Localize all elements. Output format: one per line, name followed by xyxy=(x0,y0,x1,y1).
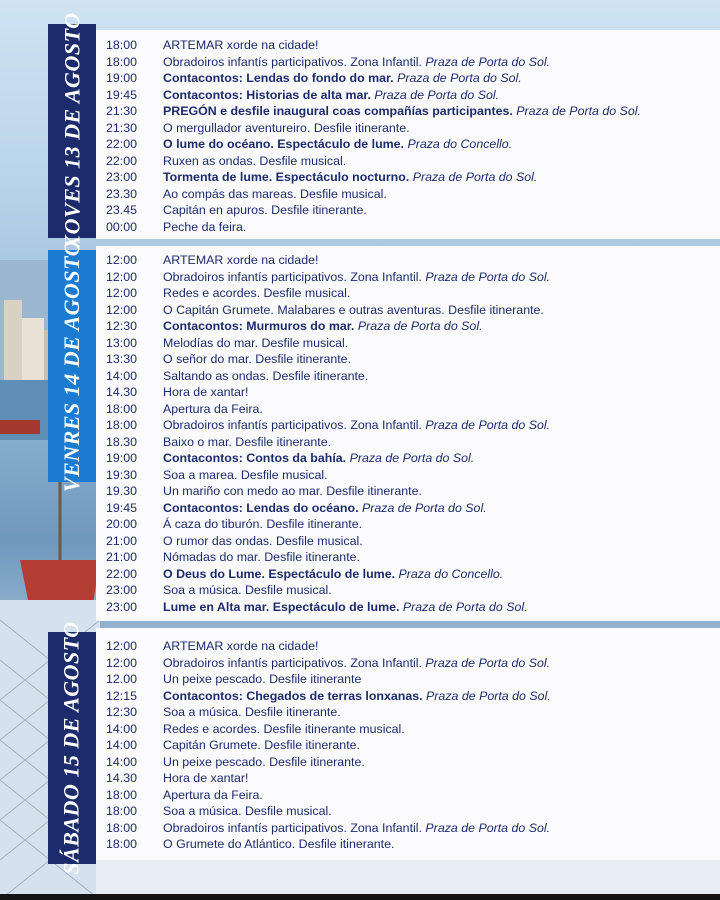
event-place: Praza do Concello. xyxy=(398,566,504,581)
event-title: O Grumete do Atlántico. Desfile itinerante. xyxy=(163,837,395,851)
event-row xyxy=(106,103,712,120)
event-place: Praza de Porta do Sol. xyxy=(426,688,551,703)
event-row xyxy=(106,836,712,853)
event-title: Contacontos: Murmuros do mar. xyxy=(163,319,355,333)
event-title: ARTEMAR xorde na cidade! xyxy=(163,253,319,267)
schedule-sabado xyxy=(106,638,712,853)
event-title: O señor do mar. Desfile itinerante. xyxy=(163,352,352,366)
event-time: 23.45 xyxy=(106,203,138,217)
event-time: 22:00 xyxy=(106,137,138,151)
event-title: Apertura da Feira. xyxy=(163,401,263,416)
event-row xyxy=(106,467,712,484)
event-title: Un mariño con medo ao mar. Desfile itinerante. xyxy=(163,484,422,498)
event-title: Contacontos: Historias de alta mar. xyxy=(163,87,371,102)
event-row xyxy=(106,368,712,385)
event-row xyxy=(106,153,712,170)
event-time: 22:00 xyxy=(106,153,138,168)
event-time: 12.00 xyxy=(106,672,138,686)
event-time: 18:00 xyxy=(106,38,138,52)
event-time: 18:00 xyxy=(106,787,138,802)
event-row xyxy=(106,335,712,352)
event-time: 12:00 xyxy=(106,655,138,670)
event-row xyxy=(106,704,712,721)
event-row xyxy=(106,401,712,418)
event-place: Praza de Porta do Sol. xyxy=(425,655,551,670)
event-row xyxy=(106,516,712,533)
schedule-venres xyxy=(106,252,712,615)
event-row xyxy=(106,671,712,688)
event-place: Praza de Porta do Sol. xyxy=(412,170,538,184)
event-title: Obradoiros infantís participativos. Zona Infantil. xyxy=(163,655,422,670)
event-time: 20:00 xyxy=(106,517,138,531)
event-row xyxy=(106,754,712,771)
event-place: Praza de Porta do Sol. xyxy=(516,104,641,118)
event-title: Contacontos: Lendas do océano. xyxy=(163,500,359,515)
event-time: 12:30 xyxy=(106,319,138,333)
event-title: O Deus do Lume. Espectáculo de lume. xyxy=(163,566,396,581)
event-time: 12:00 xyxy=(106,286,138,300)
event-title: Obradoiros infantís participativos. Zona Infantil. xyxy=(163,269,422,284)
event-row xyxy=(106,450,712,467)
event-title: ARTEMAR xorde na cidade! xyxy=(163,639,319,653)
event-place: Praza de Porta do Sol. xyxy=(402,599,528,614)
event-time: 14.30 xyxy=(106,771,138,785)
event-time: 18.30 xyxy=(106,434,138,449)
event-title: Soa a música. Desfile itinerante. xyxy=(163,705,341,719)
event-row xyxy=(106,638,712,655)
schedule-xoves xyxy=(106,37,712,235)
event-title: Apertura da Feira. xyxy=(163,787,263,802)
event-row xyxy=(106,417,712,434)
event-time: 12:30 xyxy=(106,705,138,719)
event-row xyxy=(106,169,712,186)
event-time: 19:00 xyxy=(106,71,138,85)
event-time: 23:00 xyxy=(106,170,138,184)
event-row xyxy=(106,770,712,787)
event-row xyxy=(106,533,712,550)
event-row xyxy=(106,787,712,804)
event-time: 21:00 xyxy=(106,550,138,564)
event-time: 14:00 xyxy=(106,754,138,769)
event-title: Un peixe pescado. Desfile itinerante. xyxy=(163,754,365,769)
event-time: 18:00 xyxy=(106,820,138,835)
event-row xyxy=(106,351,712,368)
event-row xyxy=(106,434,712,451)
event-title: Redes e acordes. Desfile musical. xyxy=(163,286,351,300)
event-title: Saltando as ondas. Desfile itinerante. xyxy=(163,368,369,383)
event-row xyxy=(106,252,712,269)
event-title: Soa a música. Desfile musical. xyxy=(163,583,332,597)
event-time: 21:30 xyxy=(106,104,138,118)
event-time: 18:00 xyxy=(106,54,138,69)
event-row xyxy=(106,655,712,672)
event-place: Praza de Porta do Sol. xyxy=(425,54,551,69)
event-time: 14:00 xyxy=(106,368,138,383)
event-place: Praza de Porta do Sol. xyxy=(357,319,483,333)
event-title: Obradoiros infantís participativos. Zona Infantil. xyxy=(163,418,422,432)
event-time: 14.30 xyxy=(106,385,138,399)
event-place: Praza de Porta do Sol. xyxy=(374,87,500,102)
event-title: Ao compás das mareas. Desfile musical. xyxy=(163,186,387,201)
event-row xyxy=(106,285,712,302)
event-title: O lume do océano. Espectáculo de lume. xyxy=(163,137,404,151)
event-row xyxy=(106,688,712,705)
event-row xyxy=(106,549,712,566)
event-place: Praza de Porta do Sol. xyxy=(361,500,487,515)
event-time: 13:30 xyxy=(106,352,138,366)
event-row xyxy=(106,820,712,837)
event-row xyxy=(106,302,712,319)
event-row xyxy=(106,599,712,616)
event-time: 18:00 xyxy=(106,837,138,851)
event-row xyxy=(106,186,712,203)
event-time: 19:45 xyxy=(106,500,138,515)
event-place: Praza de Porta do Sol. xyxy=(349,451,475,465)
event-title: PREGÓN e desfile inaugural coas compañías participantes. xyxy=(163,104,513,118)
event-time: 23:00 xyxy=(106,583,138,597)
event-title: Á caza do tiburón. Desfile itinerante. xyxy=(163,517,363,531)
event-row xyxy=(106,582,712,599)
event-title: Peche da feira. xyxy=(163,219,247,234)
event-title: Soa a marea. Desfile musical. xyxy=(163,467,328,482)
event-time: 00:00 xyxy=(106,219,138,234)
event-row xyxy=(106,566,712,583)
event-title: Obradoiros infantís participativos. Zona Infantil. xyxy=(163,820,422,835)
event-time: 12:00 xyxy=(106,253,138,267)
event-title: Baixo o mar. Desfile itinerante. xyxy=(163,434,332,449)
event-time: 18:00 xyxy=(106,401,138,416)
event-title: Melodías do mar. Desfile musical. xyxy=(163,335,349,350)
event-row xyxy=(106,483,712,500)
event-title: Hora de xantar! xyxy=(163,385,249,399)
event-row xyxy=(106,70,712,87)
event-row xyxy=(106,219,712,236)
event-title: Capitán Grumete. Desfile itinerante. xyxy=(163,738,360,752)
event-title: Nómadas do mar. Desfile itinerante. xyxy=(163,550,360,564)
event-row xyxy=(106,87,712,104)
event-time: 14:00 xyxy=(106,738,138,752)
event-time: 19:30 xyxy=(106,467,138,482)
event-title: Contacontos: Lendas do fondo do mar. xyxy=(163,71,394,85)
event-row xyxy=(106,318,712,335)
event-title: Un peixe pescado. Desfile itinerante xyxy=(163,672,362,686)
event-title: Soa a música. Desfile musical. xyxy=(163,804,332,818)
event-time: 12:00 xyxy=(106,269,138,284)
event-time: 12:15 xyxy=(106,688,138,703)
event-time: 12:00 xyxy=(106,639,138,653)
event-time: 22:00 xyxy=(106,566,138,581)
event-title: Obradoiros infantís participativos. Zona Infantil. xyxy=(163,54,422,69)
event-time: 19.30 xyxy=(106,484,138,498)
event-title: Tormenta de lume. Espectáculo nocturno. xyxy=(163,170,410,184)
event-row xyxy=(106,136,712,153)
event-time: 18:00 xyxy=(106,418,138,432)
day-label-xoves: XOVES 13 DE AGOSTO xyxy=(48,24,96,238)
event-place: Praza de Porta do Sol. xyxy=(425,418,551,432)
event-time: 21:00 xyxy=(106,533,138,548)
event-row xyxy=(106,37,712,54)
event-title: O mergullador aventureiro. Desfile itinerante. xyxy=(163,120,410,135)
event-place: Praza de Porta do Sol. xyxy=(397,71,522,85)
event-place: Praza de Porta do Sol. xyxy=(425,269,551,284)
event-row xyxy=(106,120,712,137)
event-time: 23:00 xyxy=(106,599,138,614)
event-place: Praza de Porta do Sol. xyxy=(425,820,551,835)
event-time: 19:45 xyxy=(106,87,138,102)
event-title: Contacontos: Contos da bahía. xyxy=(163,451,347,465)
event-row xyxy=(106,202,712,219)
event-time: 23.30 xyxy=(106,186,138,201)
event-time: 14:00 xyxy=(106,721,138,736)
event-row xyxy=(106,500,712,517)
event-title: Ruxen as ondas. Desfile musical. xyxy=(163,153,347,168)
day-label-venres: VENRES 14 DE AGOSTO xyxy=(48,250,96,482)
event-title: Redes e acordes. Desfile itinerante musical. xyxy=(163,721,405,736)
event-title: Hora de xantar! xyxy=(163,771,249,785)
event-title: ARTEMAR xorde na cidade! xyxy=(163,38,319,52)
event-row xyxy=(106,54,712,71)
event-row xyxy=(106,721,712,738)
event-time: 13:00 xyxy=(106,335,138,350)
event-row xyxy=(106,384,712,401)
event-row xyxy=(106,269,712,286)
event-title: Capitán en apuros. Desfile itinerante. xyxy=(163,203,367,217)
event-title: Lume en Alta mar. Espectáculo de lume. xyxy=(163,599,400,614)
event-title: Contacontos: Chegados de terras lonxanas. xyxy=(163,688,423,703)
event-row xyxy=(106,737,712,754)
event-time: 19:00 xyxy=(106,451,138,465)
event-time: 12:00 xyxy=(106,302,138,317)
event-title: O Capitán Grumete. Malabares e outras aventuras. Desfile itinerante. xyxy=(163,302,544,317)
day-label-sabado: SÁBADO 15 DE AGOSTO xyxy=(48,632,96,864)
event-place: Praza do Concello. xyxy=(407,137,513,151)
bottom-border xyxy=(0,894,720,900)
event-time: 21:30 xyxy=(106,120,138,135)
event-time: 18:00 xyxy=(106,804,138,818)
event-row xyxy=(106,803,712,820)
event-title: O rumor das ondas. Desfile musical. xyxy=(163,533,363,548)
